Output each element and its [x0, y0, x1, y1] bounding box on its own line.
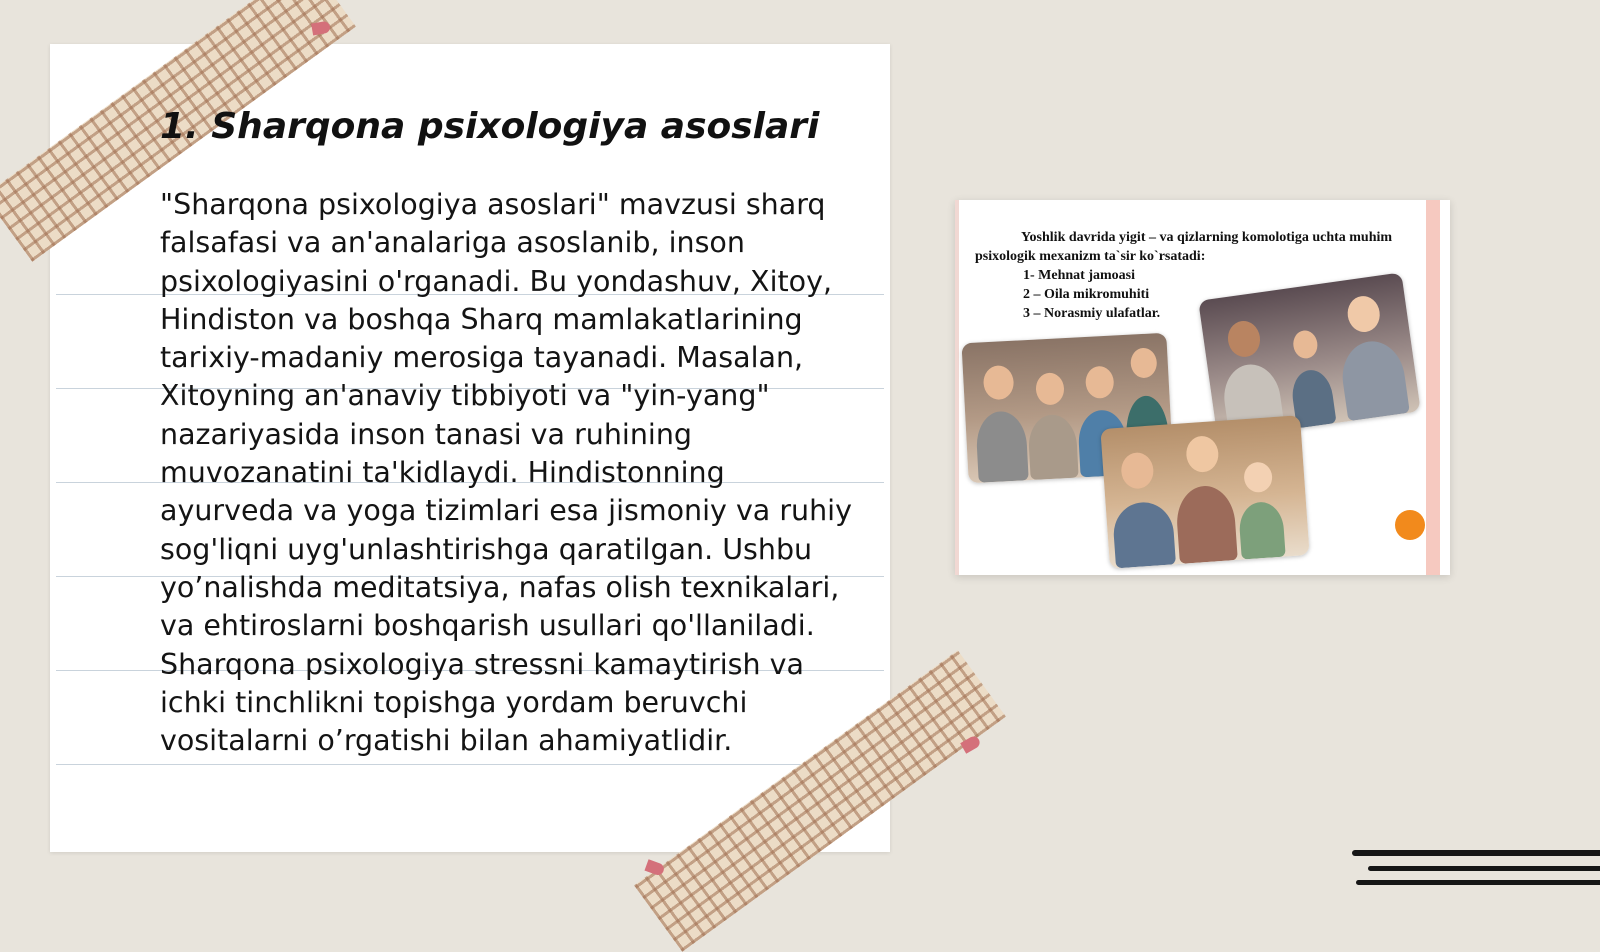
photo-face — [1345, 294, 1382, 334]
group-photo-2 — [1198, 272, 1420, 439]
photo-person — [1175, 484, 1238, 564]
photo-person — [1027, 414, 1078, 480]
photo-face — [1120, 452, 1154, 490]
photo-face — [983, 365, 1015, 401]
photo-face — [1035, 372, 1065, 405]
group-photo-3 — [1100, 415, 1309, 569]
slide-list-item: 2 – Oila mikromuhiti — [1023, 287, 1150, 302]
paper-rule-line — [56, 764, 884, 765]
slide-accent-bar — [1426, 200, 1440, 575]
orange-dot-icon — [1395, 510, 1425, 540]
photo-face — [1085, 366, 1115, 399]
photo-person — [1112, 500, 1176, 568]
photo-face — [1292, 329, 1320, 360]
photo-person — [1338, 337, 1410, 421]
photo-face — [1226, 319, 1263, 359]
page-title: 1. Sharqona psixologiya asoslari — [160, 106, 820, 147]
slide-list — [1023, 266, 1160, 323]
slide-left-edge — [955, 200, 959, 575]
slide-title: Yoshlik davrida yigit – va qizlarning komolotiga uchta muhim psixologik mexanizm ta`sir ko`rsatadi: — [975, 230, 1393, 264]
photo-face — [1130, 347, 1158, 378]
photo-face — [1243, 461, 1273, 493]
slide-list-item: 1- Mehnat jamoasi — [1023, 268, 1135, 283]
brush-stroke — [1352, 850, 1600, 856]
brush-stroke — [1368, 866, 1600, 871]
brush-stroke — [1356, 880, 1600, 885]
slide-list-item: 3 – Norasmiy ulafatlar. — [1023, 306, 1161, 321]
photo-face — [1185, 435, 1219, 473]
photo-person — [1238, 501, 1286, 560]
slide-thumbnail-image — [955, 200, 1450, 575]
photo-person — [975, 410, 1029, 483]
body-paragraph: "Sharqona psixologiya asoslari" mavzusi sharq falsafasi va an'analariga asoslanib, inson psixologiyasini o'rganadi. Bu yondashuv, Xitoy, Hindiston va boshqa Sharq mamlakatlarining tarixiy-madaniy merosiga tayanadi. Masalan, Xitoyning an'anaviy tibbiyoti va "yin-yang" nazariyasida inson tanasi va ruhining muvozanatini ta'kidlaydi. Hindistonning ayurveda va yoga tizimlari esa jismoniy va ruhiy sog'liqni uyg'unlashtirishga qaratilgan. Ushbu yo’nalishda meditatsiya, nafas olish texnikalari, va ehtiroslarni boshqarish usullari qo'llaniladi. Sharqona psixologiya stressni kamaytirish va ichki tinchlikni topishga yordam beruvchi vositalarni o’rgatishi bilan ahamiyatlidir. — [160, 188, 852, 758]
